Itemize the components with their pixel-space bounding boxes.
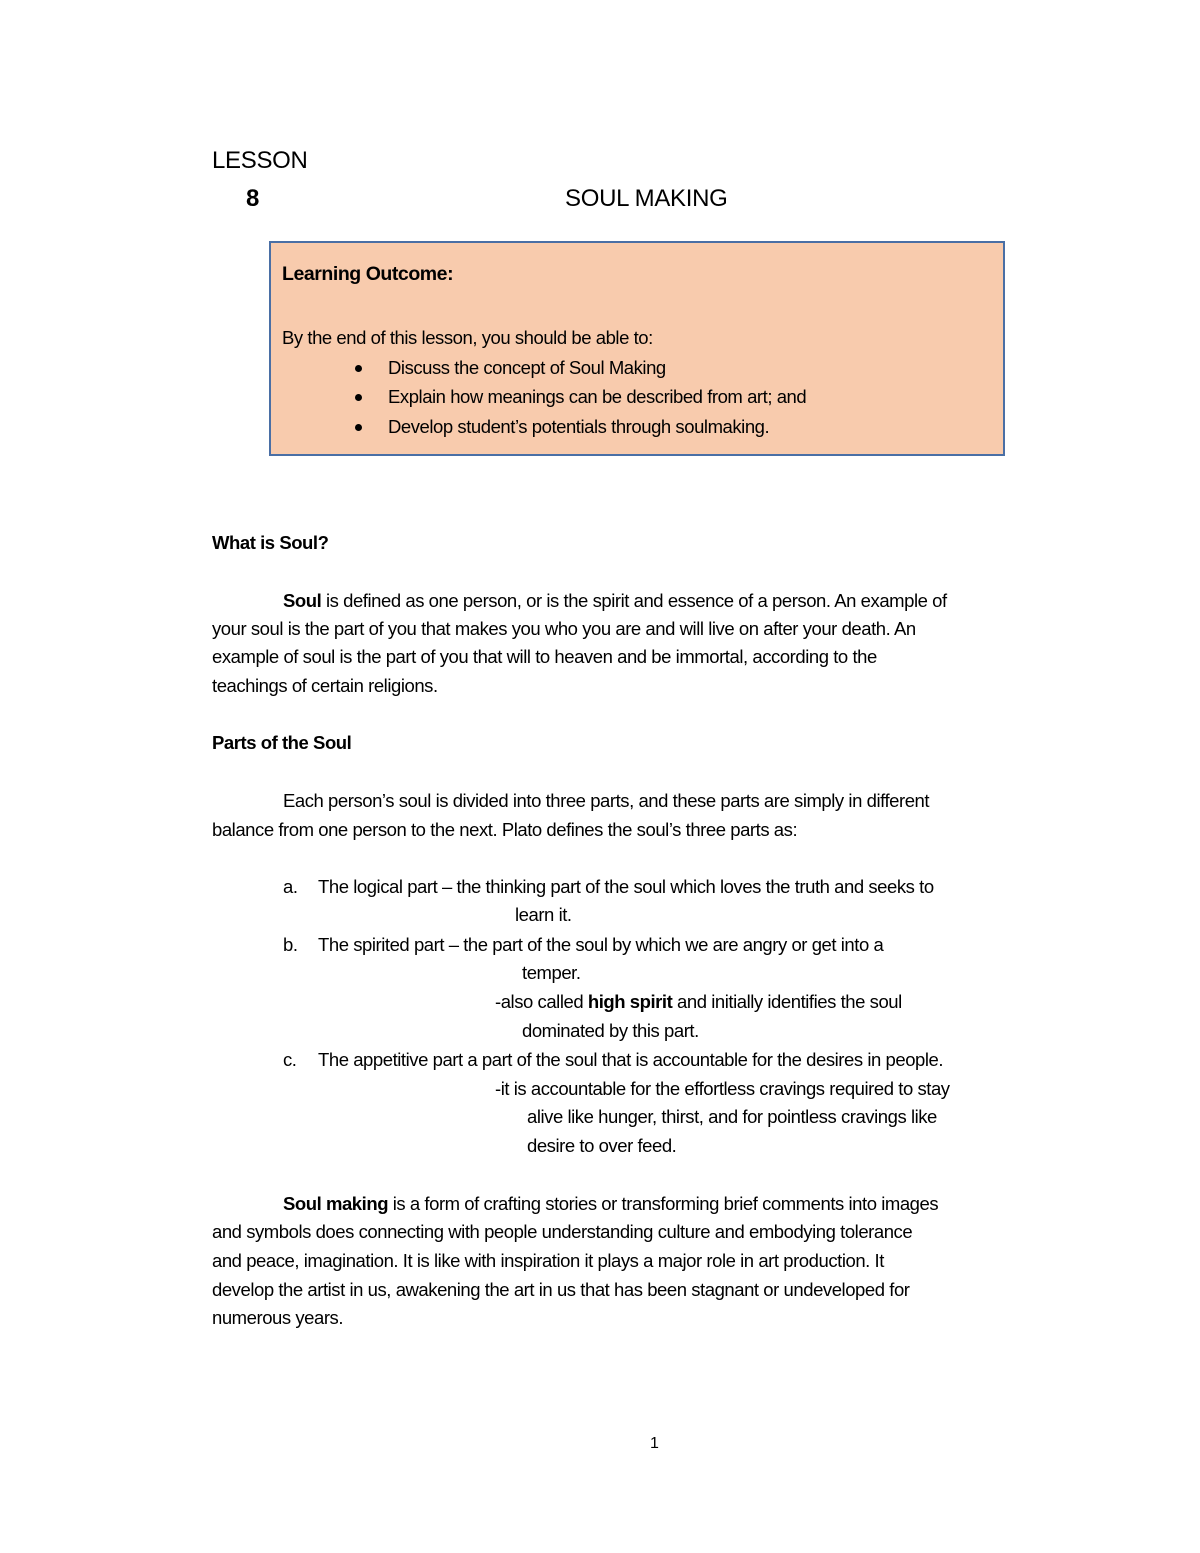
paragraph-line: teachings of certain religions. xyxy=(212,675,438,696)
bold-term: Soul xyxy=(283,590,322,611)
paragraph-line: your soul is the part of you that makes you who you are and will live on after your death. An xyxy=(212,618,916,639)
list-item: The appetitive part a part of the soul that is accountable for the desires in people. xyxy=(318,1049,944,1070)
paragraph-line: balance from one person to the next. Plato defines the soul’s three parts as: xyxy=(212,819,798,840)
paragraph-line: example of soul is the part of you that will to heaven and be immortal, according to the xyxy=(212,646,877,667)
text: -also called xyxy=(495,991,588,1012)
outcome-bullet: Discuss the concept of Soul Making xyxy=(388,357,666,378)
paragraph-line: and peace, imagination. It is like with inspiration it plays a major role in art production. It xyxy=(212,1250,884,1271)
outcome-heading: Learning Outcome: xyxy=(282,263,454,285)
list-item: learn it. xyxy=(515,904,572,925)
list-item: temper. xyxy=(522,962,581,983)
paragraph-line xyxy=(283,589,947,613)
list-item: alive like hunger, thirst, and for pointless cravings like xyxy=(527,1106,937,1127)
list-item: The logical part – the thinking part of the soul which loves the truth and seeks to xyxy=(318,876,934,897)
bullet-icon xyxy=(355,365,362,372)
paragraph-line: Each person’s soul is divided into three parts, and these parts are simply in different xyxy=(283,790,930,811)
outcome-bullet: Explain how meanings can be described from art; and xyxy=(388,386,807,407)
section-heading: Parts of the Soul xyxy=(212,732,352,753)
bullet-icon xyxy=(355,424,362,431)
outcome-bullet: Develop student’s potentials through soulmaking. xyxy=(388,416,770,437)
lesson-label: LESSON xyxy=(212,147,308,174)
lesson-number: 8 xyxy=(246,185,260,212)
paragraph-line: numerous years. xyxy=(212,1307,344,1328)
text: is defined as one person, or is the spirit and essence of a person. An example of xyxy=(321,590,947,611)
text: and initially identifies the soul xyxy=(672,991,902,1012)
page-number: 1 xyxy=(650,1435,659,1452)
list-marker: c. xyxy=(283,1049,297,1070)
outcome-intro: By the end of this lesson, you should be able to: xyxy=(282,327,653,348)
list-marker: b. xyxy=(283,934,298,955)
bold-term: Soul making xyxy=(283,1193,389,1214)
text: is a form of crafting stories or transforming brief comments into images xyxy=(388,1193,939,1214)
list-item: dominated by this part. xyxy=(522,1020,699,1041)
bold-term: high spirit xyxy=(587,991,673,1012)
list-item xyxy=(495,990,902,1014)
list-item: The spirited part – the part of the soul by which we are angry or get into a xyxy=(318,934,884,955)
list-item: desire to over feed. xyxy=(527,1135,677,1156)
bullet-icon xyxy=(355,394,362,401)
paragraph-line: and symbols does connecting with people understanding culture and embodying tolerance xyxy=(212,1221,913,1242)
list-item: -it is accountable for the effortless cravings required to stay xyxy=(495,1078,950,1099)
page-title: SOUL MAKING xyxy=(565,185,728,212)
paragraph-line: develop the artist in us, awakening the art in us that has been stagnant or undeveloped for xyxy=(212,1279,910,1300)
section-heading: What is Soul? xyxy=(212,532,329,553)
list-marker: a. xyxy=(283,876,298,897)
paragraph-line xyxy=(283,1192,938,1216)
